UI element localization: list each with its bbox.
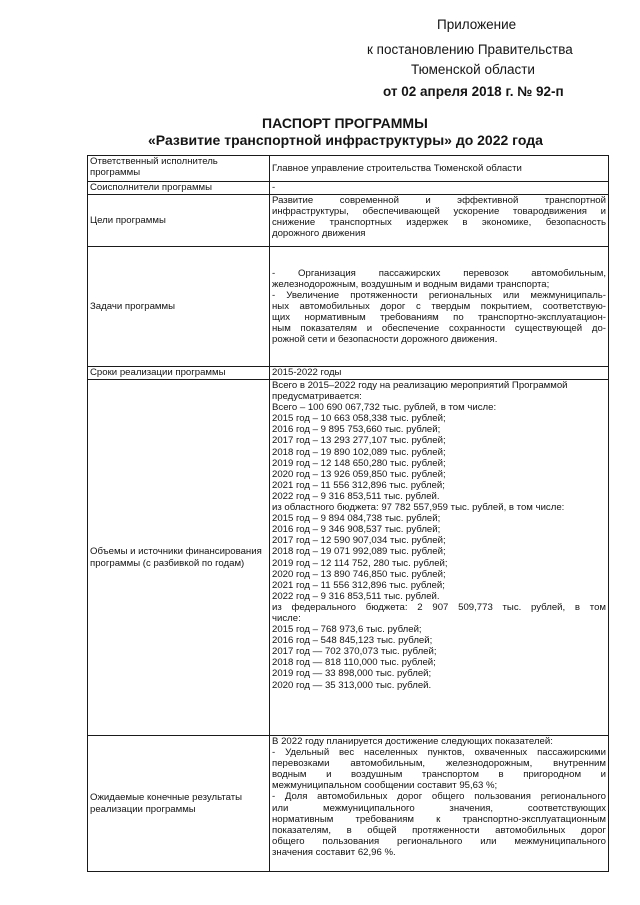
goals-label: Цели программы: [88, 195, 270, 247]
results-label: Ожидаемые конечные результаты реализации программы: [88, 736, 270, 872]
timing-value: 2015-2022 годы: [270, 367, 609, 380]
tasks-value: - Организация пассажирских перевозок автомобильным, железнодорожным, воздушным и водным видами транспорта; - Увеличение протяженности региональных или межмуниципаль- ных автомобильных дорог с твердым покрытием, соответствую- щих нормативным требованиям по транспортно-эксплуатацион- ным показателям и обеспечение сохранности существующей до- рожной сети и безопасности дорожного движения.: [270, 247, 609, 367]
resolution-reference: к постановлению Правительства: [367, 42, 573, 57]
coexecutors-label: Соисполнители программы: [88, 182, 270, 195]
timing-label: Сроки реализации программы: [88, 367, 270, 380]
row-funding: [88, 380, 609, 736]
document-header: [0, 0, 640, 110]
appendix-label: Приложение: [437, 17, 517, 32]
row-coexecutors: [88, 182, 609, 195]
row-tasks: [88, 247, 609, 367]
row-timing: [88, 367, 609, 380]
tasks-label: Задачи программы: [88, 247, 270, 367]
document-title: ПАСПОРТ ПРОГРАММЫ: [262, 115, 428, 131]
passport-table: [87, 155, 609, 872]
row-responsible: [88, 156, 609, 182]
responsible-value: Главное управление строительства Тюменской области: [270, 156, 609, 182]
region-name: Тюменской области: [411, 62, 535, 77]
goals-value: Развитие современной и эффективной транспортной инфраструктуры, обеспечивающей ускорение товародвижения и снижение транспортных издержек в экономике, безопасность дорожного движения: [270, 195, 609, 247]
row-goals: [88, 195, 609, 247]
program-name: «Развитие транспортной инфраструктуры» до 2022 года: [148, 132, 543, 148]
coexecutors-value: -: [270, 182, 609, 195]
row-results: [88, 736, 609, 872]
responsible-label: Ответственный исполнитель программы: [88, 156, 270, 182]
funding-label: Объемы и источники финансирования программы (с разбивкой по годам): [88, 380, 270, 736]
resolution-date-number: от 02 апреля 2018 г. № 92-п: [383, 84, 564, 99]
funding-value: Всего в 2015–2022 году на реализацию мероприятий Программой предусматривается: Всего – 100 690 067,732 тыс. рублей, в том числе: 2015 год – 10 663 058,338 тыс. рублей; 2016 год – 9 895 753,660 тыс. рублей; 2017 год – 13 293 277,107 тыс. рублей; 2018 год – 19 890 102,089 тыс. рублей; 2019 год – 12 148 650,280 тыс. рублей; 2020 год – 13 926 059,850 тыс. рублей; 2021 год – 11 556 312,896 тыс. рублей; 2022 год – 9 316 853,511 тыс. рублей. из областного бюджета: 97 782 557,959 тыс. рублей, в том числе: 2015 год – 9 894 084,738 тыс. рублей; 2016 год – 9 346 908,537 тыс. рублей; 2017 год – 12 590 907,034 тыс. рублей; 2018 год – 19 071 992,089 тыс. рублей; 2019 год – 12 114 752, 280 тыс. рублей; 2020 год – 13 890 746,850 тыс. рублей; 2021 год – 11 556 312,896 тыс. рублей; 2022 год – 9 316 853,511 тыс. рублей. из федерального бюджета: 2 907 509,773 тыс. рублей, в том числе: 2015 год – 768 973,6 тыс. рублей; 2016 год – 548 845,123 тыс. рублей; 2017 год — 702 370,073 тыс. рублей; 2018 год — 818 110,000 тыс. рублей; 2019 год — 33 898,000 тыс. рублей; 2020 год — 35 313,000 тыс. рублей.: [270, 380, 609, 736]
results-value: В 2022 году планируется достижение следующих показателей: - Удельный вес населенных пунктов, охваченных пассажирскими перевозками автомобильным, железнодорожным, внутренним водным и воздушным транспортом в пригородном и межмуниципальном сообщении составит 95,63 %; - Доля автомобильных дорог общего пользования регионального или межмуниципального значения, соответствующих нормативным требованиям к транспортно-эксплуатационным показателям, в общей протяженности автомобильных дорог общего пользования регионального или межмуниципального значения составит 62,96 %.: [270, 736, 609, 872]
